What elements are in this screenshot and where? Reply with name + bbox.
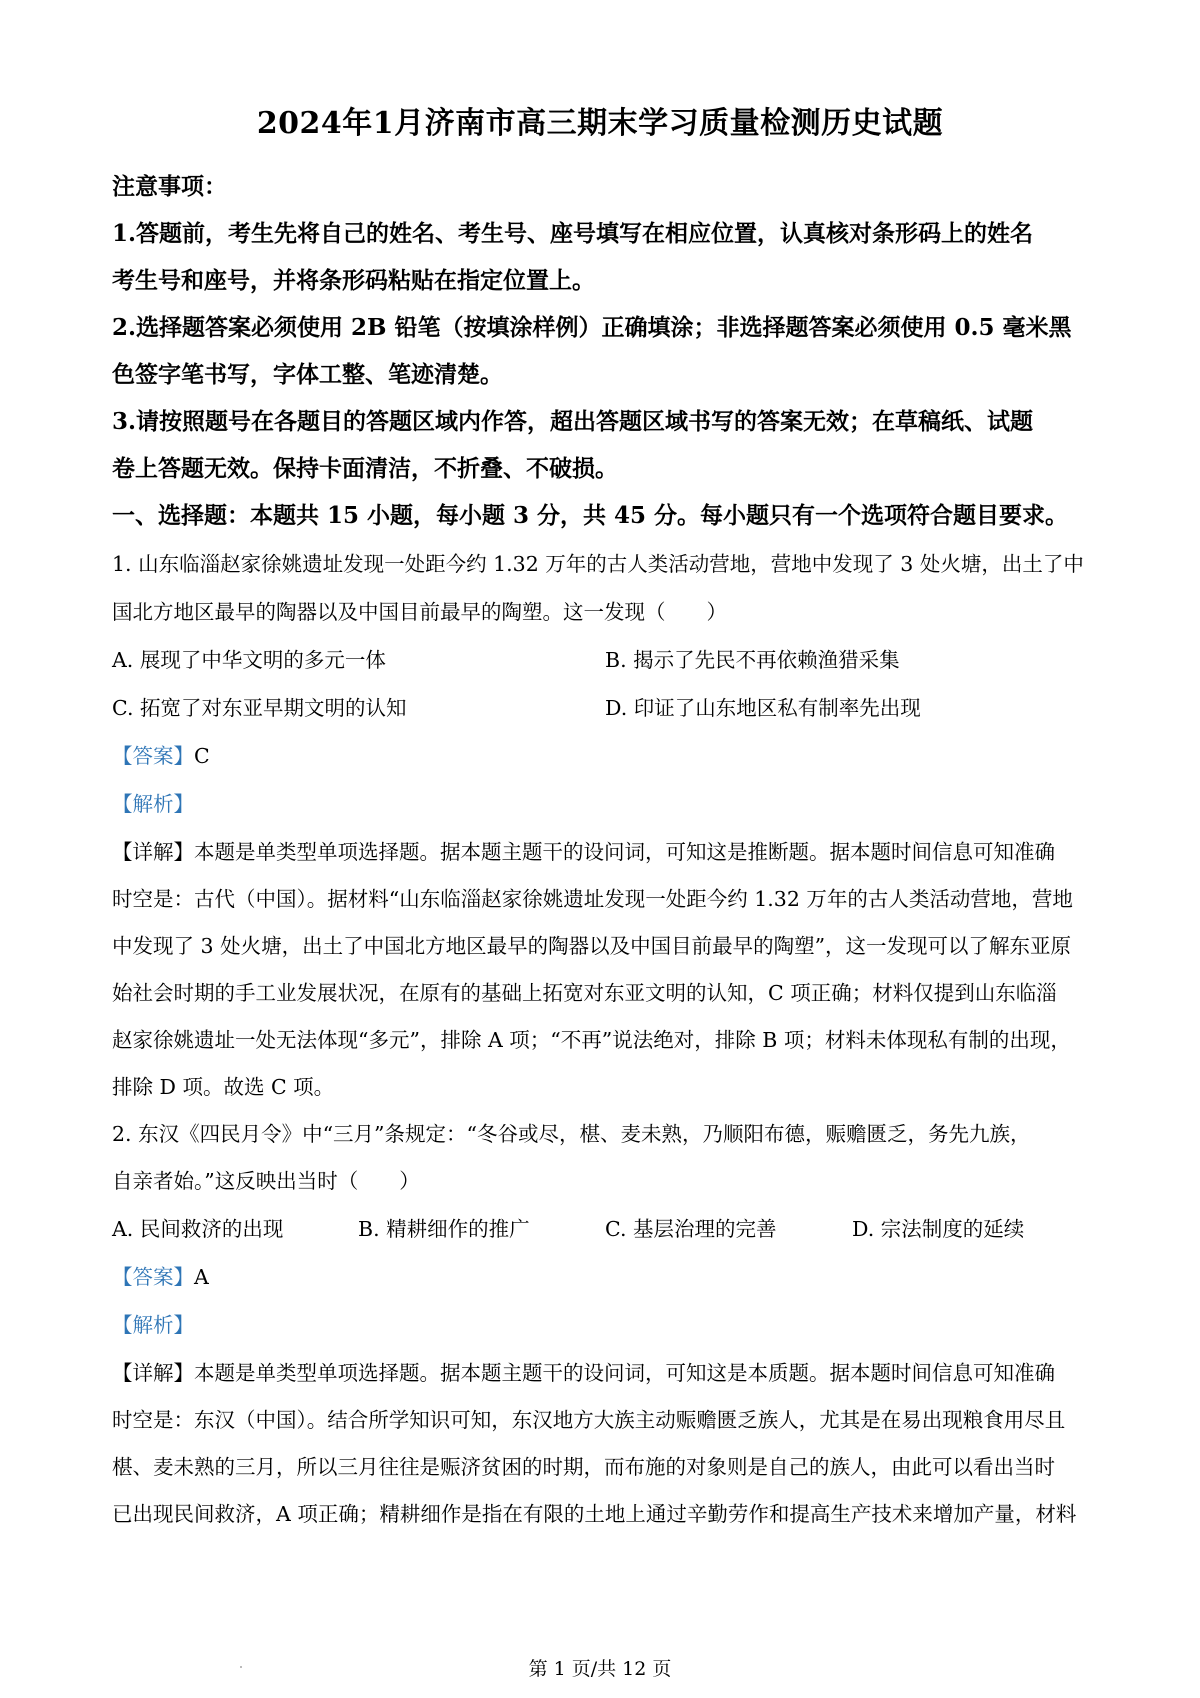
- detail-text: 本题是单类型单项选择题。据本题主题干的设问词，可知这是本质题。据本题时间信息可知准确: [194, 1361, 1055, 1385]
- section-heading: 一、选择题：本题共 15 小题，每小题 3 分，共 45 分。每小题只有一个选项符合题目要求。: [112, 502, 1069, 529]
- q1-analysis: [112, 787, 194, 817]
- q1-option-b: B. 揭示了先民不再依赖渔猎采集: [605, 648, 900, 672]
- detail-tag: 【详解】: [112, 1361, 194, 1385]
- q1-detail-line: 排除 D 项。故选 C 项。: [112, 1075, 335, 1099]
- q1-detail-line: 始社会时期的手工业发展状况，在原有的基础上拓宽对东亚文明的认知，C 项正确；材料仅提到山东临淄: [112, 981, 1057, 1005]
- q2-stem-line: 2. 东汉《四民月令》中“三月”条规定：“冬谷或尽，椹、麦未熟，乃顺阳布德，赈赡匮乏，务先九族，: [112, 1122, 1031, 1146]
- page-title: 2024年1月济南市高三期末学习质量检测历史试题: [256, 106, 944, 141]
- q1-option-d: D. 印证了山东地区私有制率先出现: [605, 696, 921, 720]
- q1-stem-line: 1. 山东临淄赵家徐姚遗址发现一处距今约 1.32 万年的古人类活动营地，营地中发现了 3 处火塘，出土了中: [112, 552, 1084, 576]
- analysis-tag: 【解析】: [112, 1313, 194, 1337]
- q1-option-c: C. 拓宽了对东亚早期文明的认知: [112, 696, 407, 720]
- page-footer: 第 1 页/共 12 页: [528, 1658, 672, 1680]
- q2-detail-line: 椹、麦未熟的三月，所以三月往往是赈济贫困的时期，而布施的对象则是自己的族人，由此可以看出当时: [112, 1455, 1055, 1479]
- notice-line: 1.答题前，考生先将自己的姓名、考生号、座号填写在相应位置，认真核对条形码上的姓名: [112, 220, 1034, 247]
- answer-tag: 【答案】: [112, 744, 194, 768]
- q2-detail-line: 时空是：东汉（中国）。结合所学知识可知，东汉地方大族主动赈赡匮乏族人，尤其是在易出现粮食用尽且: [112, 1408, 1066, 1432]
- q2-analysis: [112, 1308, 194, 1338]
- notice-line: 卷上答题无效。保持卡面清洁，不折叠、不破损。: [112, 455, 618, 482]
- q1-stem-line: 国北方地区最早的陶器以及中国目前最早的陶塑。这一发现（ ）: [112, 600, 727, 624]
- q1-detail-line: 中发现了 3 处火塘，出土了中国北方地区最早的陶器以及中国目前最早的陶塑”，这一发现可以了解东亚原: [112, 934, 1072, 958]
- q2-answer: [112, 1260, 209, 1290]
- q2-detail-line: [112, 1356, 1055, 1386]
- answer-value: C: [194, 744, 210, 768]
- answer-tag: 【答案】: [112, 1265, 194, 1289]
- q1-detail-line: 时空是：古代（中国）。据材料“山东临淄赵家徐姚遗址发现一处距今约 1.32 万年的古人类活动营地，营地: [112, 887, 1073, 911]
- q2-option-a: A. 民间救济的出现: [112, 1217, 284, 1241]
- q2-option-b: B. 精耕细作的推广: [358, 1217, 530, 1241]
- notice-line: 2.选择题答案必须使用 2B 铅笔（按填涂样例）正确填涂；非选择题答案必须使用 0.5 毫米黑: [112, 314, 1072, 341]
- analysis-tag: 【解析】: [112, 792, 194, 816]
- q2-option-c: C. 基层治理的完善: [605, 1217, 777, 1241]
- notice-line: 色签字笔书写，字体工整、笔迹清楚。: [112, 361, 503, 388]
- q2-option-d: D. 宗法制度的延续: [852, 1217, 1025, 1241]
- q1-detail-line: 赵家徐姚遗址一处无法体现“多元”，排除 A 项；“不再”说法绝对，排除 B 项；材料未体现私有制的出现，: [112, 1028, 1071, 1052]
- notice-heading: 注意事项：: [112, 173, 227, 200]
- q1-detail-line: [112, 835, 1055, 865]
- q2-detail-line: 已出现民间救济，A 项正确；精耕细作是指在有限的土地上通过辛勤劳作和提高生产技术来增加产量，材料: [112, 1502, 1077, 1526]
- q1-option-a: A. 展现了中华文明的多元一体: [112, 648, 386, 672]
- notice-line: 考生号和座号，并将条形码粘贴在指定位置上。: [112, 267, 595, 294]
- detail-text: 本题是单类型单项选择题。据本题主题干的设问词，可知这是推断题。据本题时间信息可知准确: [194, 840, 1055, 864]
- q2-stem-line: 自亲者始。”这反映出当时（ ）: [112, 1169, 420, 1193]
- q1-answer: [112, 739, 210, 769]
- answer-value: A: [194, 1265, 209, 1289]
- notice-line: 3.请按照题号在各题目的答题区域内作答，超出答题区域书写的答案无效；在草稿纸、试题: [112, 408, 1034, 435]
- detail-tag: 【详解】: [112, 840, 194, 864]
